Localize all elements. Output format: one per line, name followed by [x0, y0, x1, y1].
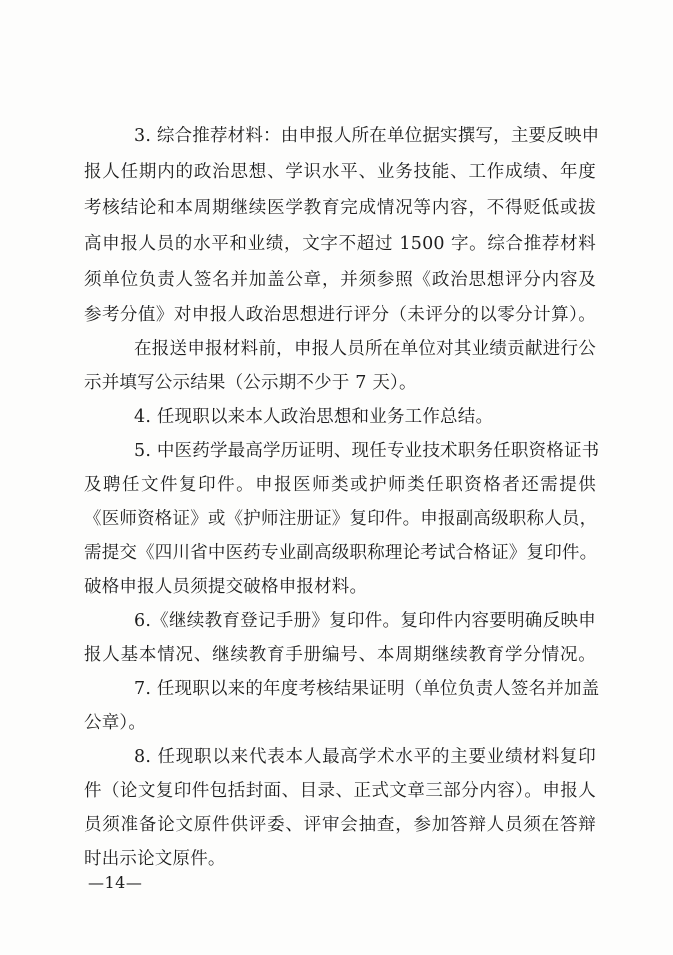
text-line: 5. 中医药学最高学历证明、现任专业技术职务任职资格证书: [134, 441, 600, 461]
text-line: 7. 任现职以来的年度考核结果证明（单位负责人签名并加盖: [134, 679, 600, 699]
text-line: 6.《继续教育登记手册》复印件。复印件内容要明确反映申: [134, 611, 596, 631]
text-line: 及聘任文件复印件。申报医师类或护师类任职资格者还需提供: [84, 475, 596, 495]
text-line: 时出示论文原件。: [84, 849, 226, 869]
text-line: 高申报人员的水平和业绩，文字不超过 1500 字。综合推荐材料: [84, 234, 596, 254]
text-line: 8. 任现职以来代表本人最高学术水平的主要业绩材料复印: [134, 747, 596, 767]
text-line: 公章）。: [84, 713, 147, 733]
text-line: 在报送申报材料前，申报人员所在单位对其业绩贡献进行公: [134, 339, 596, 359]
page-number: —14—: [88, 873, 143, 892]
text-line: 参考分值》对申报人政治思想进行评分（未评分的以零分计算）。: [84, 305, 596, 325]
text-line: 示并填写公示结果（公示期不少于 7 天）。: [84, 373, 417, 393]
text-line: 破格申报人员须提交破格申报材料。: [84, 577, 368, 597]
text-line: 报人任期内的政治思想、学识水平、业务技能、工作成绩、年度: [84, 162, 596, 182]
text-line: 考核结论和本周期继续医学教育完成情况等内容，不得贬低或拔: [84, 198, 596, 218]
text-line: 3. 综合推荐材料：由申报人所在单位据实撰写，主要反映申: [134, 126, 600, 146]
text-line: 《医师资格证》或《护师注册证》复印件。申报副高级职称人员，: [84, 509, 598, 529]
text-line: 报人基本情况、继续教育手册编号、本周期继续教育学分情况。: [84, 645, 596, 665]
text-line: 员须准备论文原件供评委、评审会抽查，参加答辩人员须在答辩: [84, 815, 596, 835]
text-line: 件（论文复印件包括封面、目录、正式文章三部分内容）。申报人: [84, 781, 596, 801]
text-line: 4. 任现职以来本人政治思想和业务工作总结。: [134, 407, 494, 427]
text-line: 需提交《四川省中医药专业副高级职称理论考试合格证》复印件。: [84, 543, 598, 563]
text-line: 须单位负责人签名并加盖公章，并须参照《政治思想评分内容及: [84, 270, 596, 290]
